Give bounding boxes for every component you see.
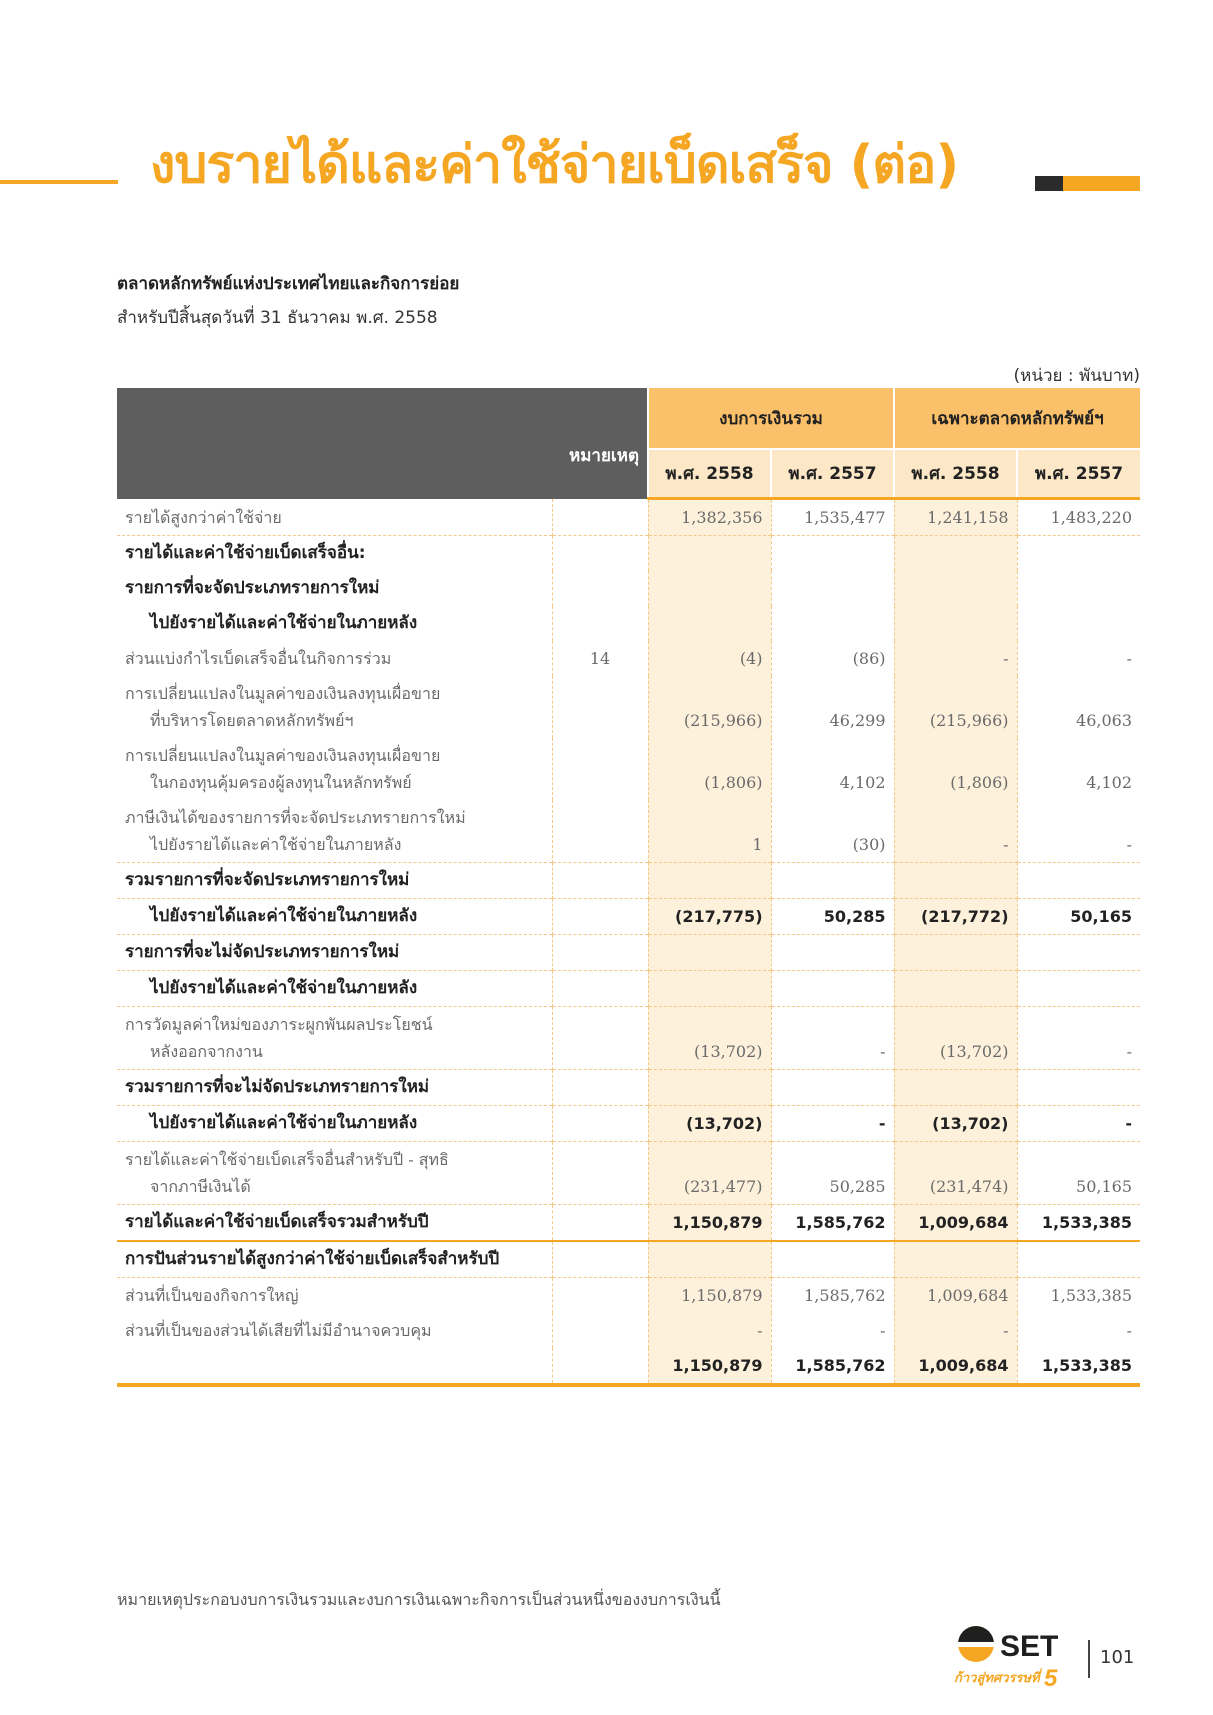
table-row (117, 1348, 1140, 1385)
value-cell (648, 971, 771, 1007)
table-row (117, 676, 1140, 738)
value-cell (771, 863, 894, 899)
row-description (117, 1142, 552, 1205)
header-year: พ.ศ. 2557 (771, 449, 894, 499)
table-row (117, 1142, 1140, 1205)
logo-numeral: 5 (1044, 1665, 1058, 1690)
description-line: ส่วนที่เป็นของกิจการใหญ่ (125, 1286, 299, 1305)
value-cell: 1,585,762 (771, 1278, 894, 1314)
table-row (117, 863, 1140, 899)
table-row (117, 899, 1140, 935)
value-cell (648, 571, 771, 606)
row-description (117, 536, 552, 572)
row-description (117, 863, 552, 899)
value-cell: 1,585,762 (771, 1205, 894, 1242)
description-line: ภาษีเงินได้ของรายการที่จะจัดประเภทรายการใหม่ (125, 808, 466, 827)
description-line: รายได้และค่าใช้จ่ายเบ็ดเสร็จรวมสำหรับปี (125, 1212, 429, 1232)
row-note (552, 1070, 648, 1106)
row-note (552, 676, 648, 738)
row-note (552, 1278, 648, 1314)
value-cell: (215,966) (648, 676, 771, 738)
value-cell: - (771, 1007, 894, 1070)
row-description (117, 1348, 552, 1385)
value-cell (894, 935, 1017, 971)
value-cell: 46,299 (771, 676, 894, 738)
row-note (552, 971, 648, 1007)
row-description (117, 641, 552, 676)
table-row (117, 1313, 1140, 1348)
description-line: การวัดมูลค่าใหม่ของภาระผูกพันผลประโยชน์ (125, 1015, 433, 1034)
value-cell (1017, 606, 1140, 641)
value-cell: 1,533,385 (1017, 1278, 1140, 1314)
value-cell: (231,477) (648, 1142, 771, 1205)
row-note (552, 800, 648, 863)
row-note (552, 738, 648, 800)
value-cell: (215,966) (894, 676, 1017, 738)
value-cell: (217,775) (648, 899, 771, 935)
value-cell: 1,009,684 (894, 1348, 1017, 1385)
value-cell: 1,382,356 (648, 499, 771, 536)
value-cell: - (894, 641, 1017, 676)
value-cell: (4) (648, 641, 771, 676)
row-note (552, 1313, 648, 1348)
row-description (117, 935, 552, 971)
value-cell (1017, 571, 1140, 606)
description-line: รวมรายการที่จะจัดประเภทรายการใหม่ (125, 870, 410, 890)
row-description (117, 800, 552, 863)
title-rule-left (0, 180, 118, 184)
unit-label: (หน่วย : พันบาท) (1013, 366, 1140, 386)
set-logo (952, 1620, 1062, 1690)
value-cell: - (894, 1313, 1017, 1348)
page-title: งบรายได้และค่าใช้จ่ายเบ็ดเสร็จ (ต่อ) (150, 135, 959, 195)
statement-table (117, 388, 1140, 1387)
description-line: รายได้สูงกว่าค่าใช้จ่าย (125, 508, 282, 527)
value-cell (648, 935, 771, 971)
header-year: พ.ศ. 2558 (648, 449, 771, 499)
value-cell (894, 571, 1017, 606)
value-cell: 1,009,684 (894, 1278, 1017, 1314)
value-cell (1017, 536, 1140, 572)
value-cell (894, 536, 1017, 572)
value-cell (1017, 863, 1140, 899)
row-description (117, 1205, 552, 1242)
row-note (552, 1142, 648, 1205)
value-cell: - (771, 1106, 894, 1142)
row-description (117, 1278, 552, 1314)
value-cell: - (648, 1313, 771, 1348)
description-line: จากภาษีเงินได้ (150, 1177, 251, 1196)
value-cell (771, 971, 894, 1007)
value-cell (894, 971, 1017, 1007)
value-cell: - (1017, 800, 1140, 863)
value-cell: (13,702) (894, 1106, 1017, 1142)
value-cell: 1,241,158 (894, 499, 1017, 536)
footnote: หมายเหตุประกอบงบการเงินรวมและงบการเงินเฉพาะกิจการเป็นส่วนหนึ่งของงบการเงินนี้ (117, 1590, 721, 1609)
table-row (117, 800, 1140, 863)
header-note: หมายเหตุ (552, 388, 648, 499)
value-cell: - (1017, 1007, 1140, 1070)
description-line: รายได้และค่าใช้จ่ายเบ็ดเสร็จอื่น: (125, 543, 366, 563)
description-line: ไปยังรายได้และค่าใช้จ่ายในภายหลัง (150, 978, 418, 998)
row-description (117, 1313, 552, 1348)
value-cell: 4,102 (771, 738, 894, 800)
value-cell: (13,702) (894, 1007, 1017, 1070)
value-cell (648, 1241, 771, 1278)
row-note (552, 935, 648, 971)
value-cell (1017, 935, 1140, 971)
row-description (117, 1241, 552, 1278)
row-note (552, 1007, 648, 1070)
value-cell: (217,772) (894, 899, 1017, 935)
description-line: ไปยังรายได้และค่าใช้จ่ายในภายหลัง (150, 613, 418, 633)
value-cell: - (1017, 641, 1140, 676)
value-cell: 1,585,762 (771, 1348, 894, 1385)
row-note (552, 1241, 648, 1278)
value-cell: 1,483,220 (1017, 499, 1140, 536)
value-cell: 1,150,879 (648, 1278, 771, 1314)
value-cell (771, 606, 894, 641)
table-row (117, 1241, 1140, 1278)
table-row (117, 1205, 1140, 1242)
value-cell (894, 1070, 1017, 1106)
title-rule-right (1035, 176, 1140, 191)
description-line: รวมรายการที่จะไม่จัดประเภทรายการใหม่ (125, 1077, 430, 1097)
row-note (552, 1348, 648, 1385)
value-cell (771, 1070, 894, 1106)
description-line: การปันส่วนรายได้สูงกว่าค่าใช้จ่ายเบ็ดเสร็จสำหรับปี (125, 1249, 500, 1269)
description-line: ส่วนที่เป็นของส่วนได้เสียที่ไม่มีอำนาจควบคุม (125, 1321, 432, 1340)
description-line: รายการที่จะจัดประเภทรายการใหม่ (125, 578, 380, 598)
description-line: การเปลี่ยนแปลงในมูลค่าของเงินลงทุนเผื่อขาย (125, 684, 441, 703)
value-cell: - (771, 1313, 894, 1348)
description-line: ที่บริหารโดยตลาดหลักทรัพย์ฯ (150, 711, 354, 730)
value-cell (771, 536, 894, 572)
table-row (117, 499, 1140, 536)
header-description (117, 388, 552, 499)
value-cell (894, 606, 1017, 641)
value-cell (648, 863, 771, 899)
description-line: ในกองทุนคุ้มครองผู้ลงทุนในหลักทรัพย์ (150, 773, 412, 792)
value-cell: (1,806) (894, 738, 1017, 800)
value-cell (894, 1241, 1017, 1278)
row-description (117, 606, 552, 641)
page-number: 101 (1100, 1647, 1135, 1668)
row-description (117, 899, 552, 935)
row-description (117, 971, 552, 1007)
table-row (117, 571, 1140, 606)
value-cell: - (894, 800, 1017, 863)
value-cell: 1,150,879 (648, 1348, 771, 1385)
table-row (117, 1070, 1140, 1106)
value-cell: 50,165 (1017, 1142, 1140, 1205)
row-note (552, 899, 648, 935)
value-cell: (13,702) (648, 1007, 771, 1070)
value-cell: 50,165 (1017, 899, 1140, 935)
value-cell (1017, 1241, 1140, 1278)
row-description (117, 738, 552, 800)
value-cell: (30) (771, 800, 894, 863)
description-line: ไปยังรายได้และค่าใช้จ่ายในภายหลัง (150, 835, 402, 854)
value-cell: (231,474) (894, 1142, 1017, 1205)
value-cell: 1,535,477 (771, 499, 894, 536)
row-description (117, 676, 552, 738)
header-year: พ.ศ. 2558 (894, 449, 1017, 499)
description-line: รายได้และค่าใช้จ่ายเบ็ดเสร็จอื่นสำหรับปี - สุทธิ (125, 1150, 449, 1169)
value-cell: 46,063 (1017, 676, 1140, 738)
row-note (552, 499, 648, 536)
value-cell (894, 863, 1017, 899)
value-cell: (86) (771, 641, 894, 676)
row-description (117, 571, 552, 606)
row-note (552, 571, 648, 606)
row-description (117, 499, 552, 536)
header-consolidated: งบการเงินรวม (648, 388, 894, 449)
table-row (117, 536, 1140, 572)
description-line: รายการที่จะไม่จัดประเภทรายการใหม่ (125, 942, 400, 962)
row-note (552, 1106, 648, 1142)
table-row (117, 1106, 1140, 1142)
value-cell (648, 606, 771, 641)
value-cell: 1 (648, 800, 771, 863)
row-note (552, 863, 648, 899)
company-name: ตลาดหลักทรัพย์แห่งประเทศไทยและกิจการย่อย (117, 274, 460, 294)
value-cell (771, 571, 894, 606)
page-separator (1088, 1640, 1090, 1678)
value-cell: 50,285 (771, 899, 894, 935)
value-cell: (13,702) (648, 1106, 771, 1142)
row-note (552, 1205, 648, 1242)
row-description (117, 1007, 552, 1070)
value-cell: (1,806) (648, 738, 771, 800)
statement-body (117, 499, 1140, 1386)
table-row (117, 971, 1140, 1007)
value-cell (771, 1241, 894, 1278)
value-cell: 1,533,385 (1017, 1205, 1140, 1242)
table-row (117, 1278, 1140, 1314)
table-row (117, 641, 1140, 676)
description-line: การเปลี่ยนแปลงในมูลค่าของเงินลงทุนเผื่อขาย (125, 746, 441, 765)
table-row (117, 606, 1140, 641)
reporting-period: สำหรับปีสิ้นสุดวันที่ 31 ธันวาคม พ.ศ. 2558 (117, 308, 438, 328)
row-note (552, 536, 648, 572)
table-row (117, 1007, 1140, 1070)
value-cell: - (1017, 1106, 1140, 1142)
row-note: 14 (552, 641, 648, 676)
value-cell: 50,285 (771, 1142, 894, 1205)
value-cell (771, 935, 894, 971)
description-line: ไปยังรายได้และค่าใช้จ่ายในภายหลัง (150, 906, 418, 926)
value-cell: 4,102 (1017, 738, 1140, 800)
value-cell: - (1017, 1313, 1140, 1348)
value-cell (648, 536, 771, 572)
header-separate: เฉพาะตลาดหลักทรัพย์ฯ (894, 388, 1140, 449)
description-line: หลังออกจากงาน (150, 1042, 263, 1061)
value-cell (648, 1070, 771, 1106)
value-cell: 1,150,879 (648, 1205, 771, 1242)
value-cell: 1,533,385 (1017, 1348, 1140, 1385)
logo-tagline: ก้าวสู่ทศวรรษที่ (954, 1671, 1040, 1686)
row-description (117, 1106, 552, 1142)
description-line: ไปยังรายได้และค่าใช้จ่ายในภายหลัง (150, 1113, 418, 1133)
value-cell: 1,009,684 (894, 1205, 1017, 1242)
description-line: ส่วนแบ่งกำไรเบ็ดเสร็จอื่นในกิจการร่วม (125, 649, 392, 668)
table-row (117, 738, 1140, 800)
row-description (117, 1070, 552, 1106)
value-cell (1017, 971, 1140, 1007)
value-cell (1017, 1070, 1140, 1106)
row-note (552, 606, 648, 641)
logo-brand: SET (1000, 1630, 1059, 1663)
table-row (117, 935, 1140, 971)
header-year: พ.ศ. 2557 (1017, 449, 1140, 499)
